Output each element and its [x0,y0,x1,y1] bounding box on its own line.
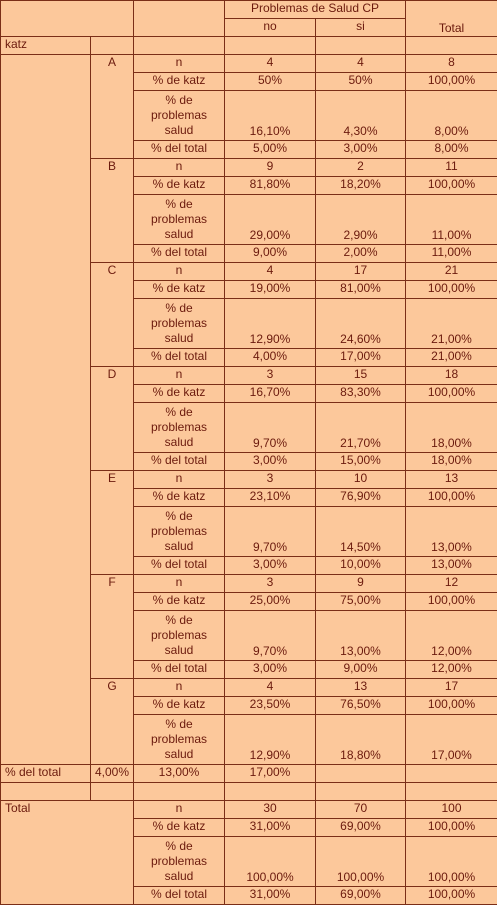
value-cell: 29,00% [224,194,316,245]
value-cell: 9 [315,574,406,593]
value-cell: 11,00% [405,244,497,263]
value-cell: 100,00% [405,384,497,403]
header-blank [133,0,225,37]
value-cell: 18,20% [315,176,406,195]
stat-label-pct_problemas: % de problemas salud [133,610,225,661]
stat-label-pct_total: % del total [133,452,225,471]
value-cell: 13 [405,470,497,489]
value-cell: 30 [224,800,316,819]
value-cell: 100,00% [315,836,406,887]
value-cell: 100,00% [405,176,497,195]
value-cell: 100,00% [405,886,497,905]
value-cell: 23,50% [224,696,316,715]
stat-label-pct_katz: % de katz [133,488,225,507]
stat-label-pct_total: % del total [133,556,225,575]
value-cell: 12,00% [405,660,497,679]
value-cell: 15 [315,366,406,385]
stat-label-pct_total: % del total [133,140,225,159]
header-col-no: no [224,18,316,37]
stat-label-n: n [133,366,225,385]
value-cell: 18,00% [405,452,497,471]
value-cell: 21,70% [315,402,406,453]
value-cell: 100,00% [405,818,497,837]
stat-label-pct_problemas: % de problemas salud [133,194,225,245]
katz-span [0,54,91,765]
blank [405,764,497,783]
stat-label-n: n [133,800,225,819]
blank [0,782,91,801]
blank [133,782,225,801]
stat-label-pct_problemas: % de problemas salud [133,298,225,349]
value-cell: 18 [405,366,497,385]
stat-label-pct_problemas: % de problemas salud [133,836,225,887]
blank [315,782,406,801]
group-label-G: G [90,678,134,765]
odd-row-value: 4,00% [90,764,134,783]
value-cell: 24,60% [315,298,406,349]
value-cell: 100 [405,800,497,819]
value-cell: 8 [405,54,497,73]
value-cell: 4 [224,262,316,281]
blank [90,36,134,55]
value-cell: 13,00% [315,610,406,661]
stat-label-pct_total: % del total [133,886,225,905]
value-cell: 3,00% [315,140,406,159]
value-cell: 9,00% [224,244,316,263]
value-cell: 10,00% [315,556,406,575]
value-cell: 19,00% [224,280,316,299]
value-cell: 3 [224,470,316,489]
value-cell: 100,00% [224,836,316,887]
value-cell: 17 [405,678,497,697]
value-cell: 9,70% [224,610,316,661]
value-cell: 25,00% [224,592,316,611]
value-cell: 16,10% [224,90,316,141]
value-cell: 3,00% [224,660,316,679]
value-cell: 18,80% [315,714,406,765]
stat-label-pct_problemas: % de problemas salud [133,90,225,141]
value-cell: 14,50% [315,506,406,557]
blank [405,782,497,801]
value-cell: 50% [315,72,406,91]
stat-label-n: n [133,678,225,697]
value-cell: 31,00% [224,886,316,905]
total-label: Total [0,800,134,905]
value-cell: 100,00% [405,696,497,715]
value-cell: 10 [315,470,406,489]
group-label-D: D [90,366,134,471]
value-cell: 100,00% [405,836,497,887]
header-col-total: Total [405,0,497,37]
stat-label-pct_katz: % de katz [133,592,225,611]
stat-label-n: n [133,470,225,489]
value-cell: 21,00% [405,348,497,367]
group-label-A: A [90,54,134,159]
value-cell: 81,80% [224,176,316,195]
value-cell: 75,00% [315,592,406,611]
stat-label-pct_total: % del total [133,348,225,367]
value-cell: 9,70% [224,402,316,453]
value-cell: 2,00% [315,244,406,263]
value-cell: 100,00% [405,592,497,611]
value-cell: 12 [405,574,497,593]
value-cell: 9,00% [315,660,406,679]
stat-label-n: n [133,574,225,593]
value-cell: 69,00% [315,818,406,837]
value-cell: 17 [315,262,406,281]
value-cell: 8,00% [405,90,497,141]
group-label-E: E [90,470,134,575]
blank [224,782,316,801]
stat-label-pct_katz: % de katz [133,280,225,299]
header-group-label: Problemas de Salud CP [224,0,406,19]
value-cell: 3,00% [224,452,316,471]
value-cell: 9 [224,158,316,177]
value-cell: 83,30% [315,384,406,403]
value-cell: 11,00% [405,194,497,245]
value-cell: 81,00% [315,280,406,299]
stat-label-n: n [133,262,225,281]
value-cell: 18,00% [405,402,497,453]
value-cell: 69,00% [315,886,406,905]
value-cell: 4 [315,54,406,73]
header-corner [0,0,134,37]
stat-label-pct_problemas: % de problemas salud [133,402,225,453]
stat-label-pct_total: % del total [133,244,225,263]
value-cell: 70 [315,800,406,819]
blank [90,782,134,801]
stat-label-pct_katz: % de katz [133,72,225,91]
blank [315,764,406,783]
value-cell: 5,00% [224,140,316,159]
stat-label-pct_katz: % de katz [133,176,225,195]
blank [133,36,225,55]
value-cell: 76,50% [315,696,406,715]
value-cell: 21 [405,262,497,281]
stat-label-n: n [133,54,225,73]
value-cell: 11 [405,158,497,177]
header-col-si: si [315,18,406,37]
blank [315,36,406,55]
value-cell: 76,90% [315,488,406,507]
stat-label-n: n [133,158,225,177]
stat-label-pct_katz: % de katz [133,696,225,715]
odd-row-value: 17,00% [224,764,316,783]
stat-label-pct_katz: % de katz [133,384,225,403]
value-cell: 3,00% [224,556,316,575]
value-cell: 2,90% [315,194,406,245]
value-cell: 9,70% [224,506,316,557]
value-cell: 13,00% [405,556,497,575]
value-cell: 13,00% [405,506,497,557]
value-cell: 12,90% [224,298,316,349]
stat-label-pct_katz: % de katz [133,818,225,837]
value-cell: 17,00% [315,348,406,367]
value-cell: 4 [224,678,316,697]
value-cell: 31,00% [224,818,316,837]
value-cell: 21,00% [405,298,497,349]
value-cell: 8,00% [405,140,497,159]
group-label-F: F [90,574,134,679]
value-cell: 15,00% [315,452,406,471]
value-cell: 17,00% [405,714,497,765]
group-label-C: C [90,262,134,367]
value-cell: 3 [224,366,316,385]
blank [405,36,497,55]
value-cell: 12,90% [224,714,316,765]
blank [224,36,316,55]
value-cell: 3 [224,574,316,593]
value-cell: 100,00% [405,72,497,91]
value-cell: 4 [224,54,316,73]
stat-label-pct_total: % del total [133,660,225,679]
value-cell: 2 [315,158,406,177]
odd-row-value: 13,00% [133,764,225,783]
stat-label-pct_problemas: % de problemas salud [133,506,225,557]
value-cell: 100,00% [405,488,497,507]
value-cell: 23,10% [224,488,316,507]
odd-row-label: % del total [0,764,91,783]
value-cell: 100,00% [405,280,497,299]
value-cell: 13 [315,678,406,697]
group-label-B: B [90,158,134,263]
value-cell: 50% [224,72,316,91]
value-cell: 4,30% [315,90,406,141]
row-var-label: katz [0,36,91,55]
value-cell: 12,00% [405,610,497,661]
stat-label-pct_problemas: % de problemas salud [133,714,225,765]
value-cell: 16,70% [224,384,316,403]
value-cell: 4,00% [224,348,316,367]
